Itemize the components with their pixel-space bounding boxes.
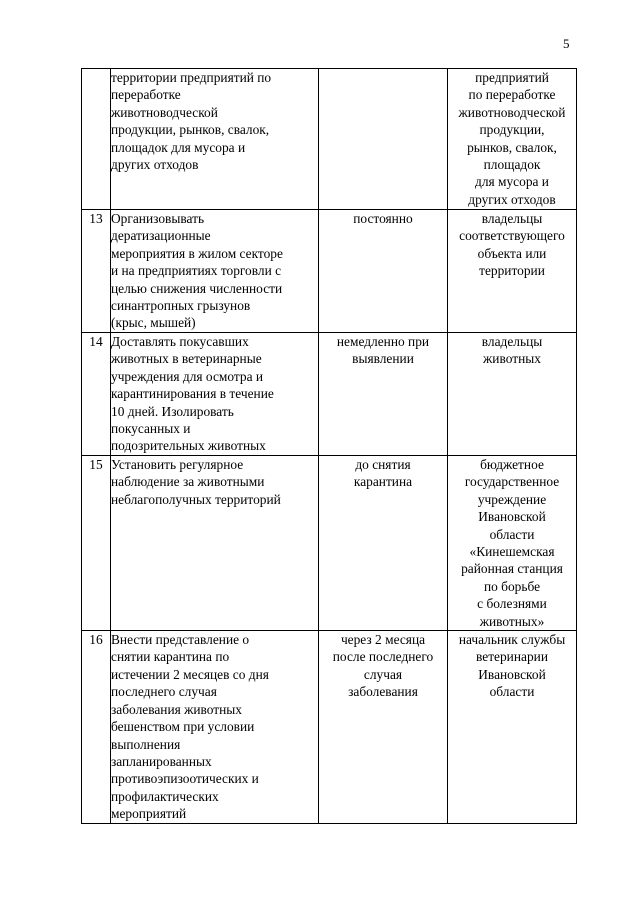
term-cell-line: заболевания xyxy=(348,684,418,700)
responsible-cell-line: по переработке xyxy=(468,87,556,103)
responsible-cell xyxy=(448,210,577,333)
responsible-cell-line: районная станция xyxy=(461,561,563,577)
responsible-cell xyxy=(448,69,577,210)
measure-cell xyxy=(111,210,319,333)
responsible-cell-line: учреждение xyxy=(477,491,547,507)
responsible-cell-line: области xyxy=(489,526,535,542)
measure-cell-line: профилактических xyxy=(111,788,219,804)
term-cell-line: постоянно xyxy=(353,211,413,226)
measure-cell-line: Организовывать xyxy=(111,211,205,226)
row-number-cell: 14 xyxy=(82,333,111,456)
responsible-cell-line: для мусора и xyxy=(475,174,549,190)
measure-cell xyxy=(111,631,319,824)
responsible-cell-line: животных xyxy=(483,351,541,367)
measure-cell-line: и на предприятиях торговли с xyxy=(111,263,282,279)
term-cell-line: карантина xyxy=(353,474,413,490)
measure-cell-line: покусанных и xyxy=(111,421,191,437)
measure-cell-line: других отходов xyxy=(111,157,199,173)
responsible-cell-line: объекта или xyxy=(477,245,547,261)
page-number: 5 xyxy=(563,36,570,51)
measure-cell-line: Установить регулярное xyxy=(111,457,244,472)
responsible-cell-line: рынков, свалок, xyxy=(467,139,557,155)
measure-cell-line: наблюдение за животными xyxy=(111,474,265,490)
responsible-cell-line: «Кинешемская xyxy=(469,544,555,560)
responsible-cell-line: государственное xyxy=(464,474,560,490)
responsible-cell-line: с болезнями xyxy=(477,596,547,612)
responsible-cell-line: животноводческой xyxy=(458,104,566,120)
responsible-cell xyxy=(448,631,577,824)
measure-cell-line: учреждения для осмотра и xyxy=(111,368,264,384)
measure-cell-line: бешенством при условии xyxy=(111,719,255,735)
responsible-cell-line: продукции, xyxy=(479,122,545,138)
measure-cell-line: дератизационные xyxy=(111,228,211,244)
term-cell-line: немедленно при xyxy=(336,334,430,349)
row-number-cell xyxy=(82,69,111,210)
table-row xyxy=(82,456,577,631)
measure-cell-line: площадок для мусора и xyxy=(111,139,246,155)
measure-cell-line: переработке xyxy=(111,87,181,103)
responsible-cell-line: животных» xyxy=(479,613,545,629)
responsible-cell-line: владельцы xyxy=(481,334,543,349)
measure-cell-line: мероприятий xyxy=(111,806,187,822)
measure-cell-line: неблагополучных территорий xyxy=(111,491,281,507)
measure-cell-line: животноводческой xyxy=(111,104,218,120)
term-cell-line: случая xyxy=(363,666,403,682)
measure-cell-line: Внести представление о xyxy=(111,632,250,648)
measure-cell-line: целью снижения численности xyxy=(111,280,283,296)
measure-cell-line: подозрительных животных xyxy=(111,438,266,454)
table-row xyxy=(82,69,577,210)
responsible-cell xyxy=(448,333,577,456)
row-number-cell: 15 xyxy=(82,456,111,631)
measure-cell-line: заболевания животных xyxy=(111,701,242,717)
measures-table xyxy=(81,68,577,824)
term-cell xyxy=(319,69,448,210)
term-cell-line: после последнего xyxy=(332,649,434,665)
term-cell-line: выявлении xyxy=(352,351,414,367)
responsible-cell-line: владельцы xyxy=(481,211,543,226)
responsible-cell-line: площадок xyxy=(483,157,541,173)
responsible-cell-line: ветеринарии xyxy=(476,649,548,665)
measure-cell-line: синантропных грызунов xyxy=(111,298,251,314)
term-cell xyxy=(319,456,448,631)
table-row xyxy=(82,333,577,456)
responsible-cell-line: предприятий xyxy=(475,70,549,85)
measure-cell-line: продукции, рынков, свалок, xyxy=(111,122,270,138)
responsible-cell-line: территории xyxy=(479,263,545,279)
measure-cell-line: противоэпизоотических и xyxy=(111,771,259,787)
measure-cell-line: выполнения xyxy=(111,736,181,752)
table-row xyxy=(82,631,577,824)
responsible-cell-line: бюджетное xyxy=(480,457,544,472)
table-row xyxy=(82,210,577,333)
measure-cell xyxy=(111,456,319,631)
row-number-cell: 13 xyxy=(82,210,111,333)
responsible-cell-line: Ивановской xyxy=(478,509,546,525)
measure-cell-line: 10 дней. Изолировать xyxy=(111,403,234,419)
responsible-cell-line: области xyxy=(489,684,535,700)
measure-cell-line: животных в ветеринарные xyxy=(111,351,262,367)
measure-cell xyxy=(111,333,319,456)
responsible-cell xyxy=(448,456,577,631)
row-number-cell: 16 xyxy=(82,631,111,824)
responsible-cell-line: начальник службы xyxy=(458,632,566,648)
term-cell-line: до снятия xyxy=(355,457,411,472)
measure-cell-line: снятии карантина по xyxy=(111,649,230,665)
measure-cell-line: Доставлять покусавших xyxy=(111,334,249,349)
term-cell xyxy=(319,333,448,456)
measure-cell-line: территории предприятий по xyxy=(111,70,272,85)
responsible-cell-line: других отходов xyxy=(468,191,556,207)
responsible-cell-line: Ивановской xyxy=(478,666,546,682)
measure-cell xyxy=(111,69,319,210)
term-cell xyxy=(319,210,448,333)
term-cell xyxy=(319,631,448,824)
measure-cell-line: (крыс, мышей) xyxy=(111,315,196,331)
measure-cell-line: мероприятия в жилом секторе xyxy=(111,245,283,261)
responsible-cell-line: по борьбе xyxy=(483,578,541,594)
measure-cell-line: последнего случая xyxy=(111,684,217,700)
measure-cell-line: карантинирования в течение xyxy=(111,386,274,402)
measure-cell-line: запланированных xyxy=(111,753,212,769)
measure-cell-line: истечении 2 месяцев со дня xyxy=(111,666,269,682)
term-cell-line: через 2 месяца xyxy=(340,632,426,648)
responsible-cell-line: соответствующего xyxy=(459,228,565,244)
